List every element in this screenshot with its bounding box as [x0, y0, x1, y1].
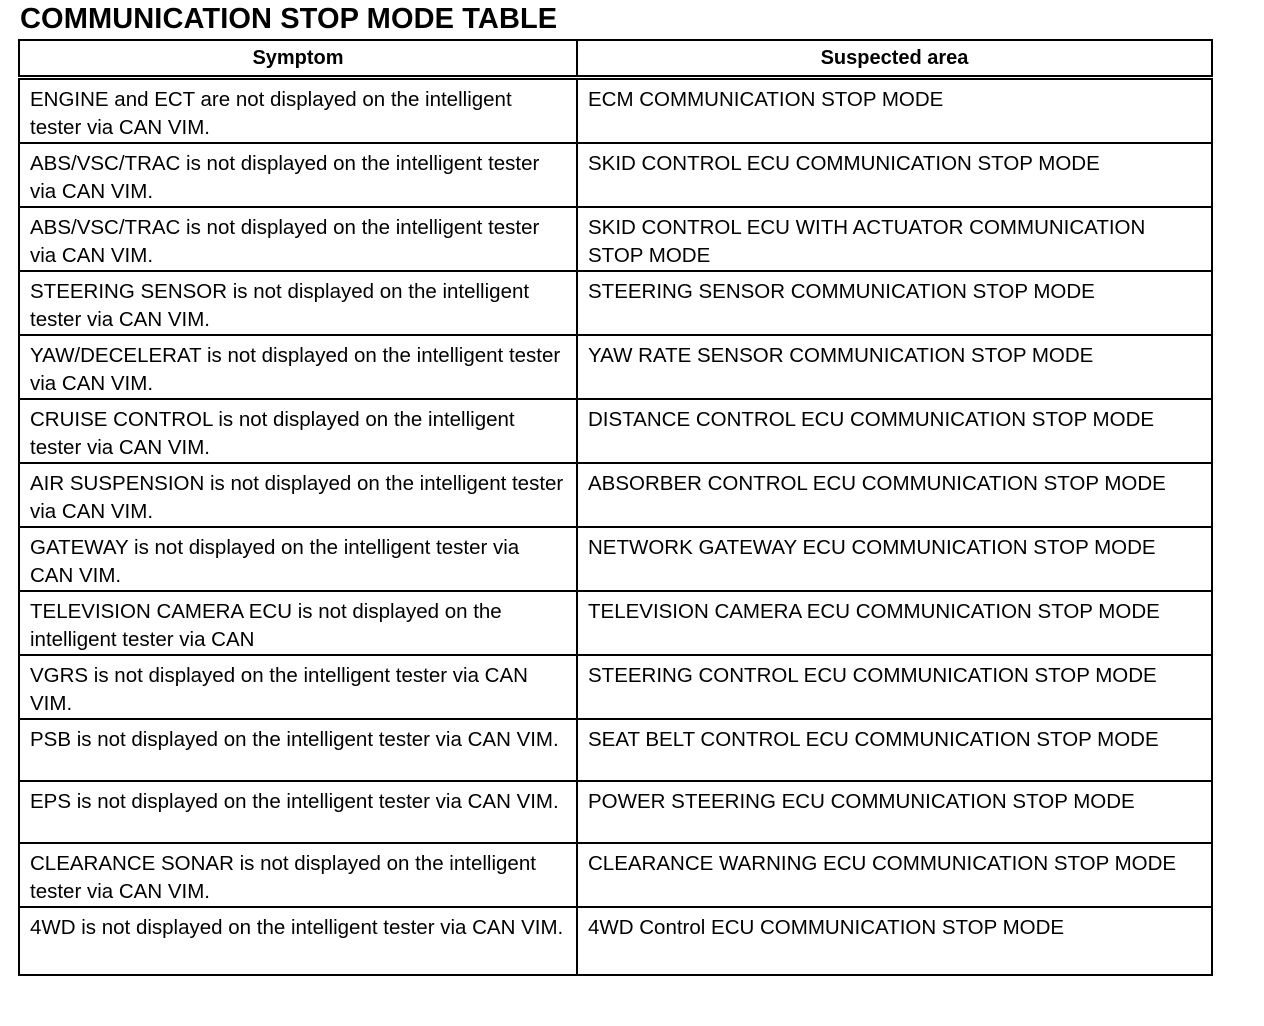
table-row [19, 907, 1212, 975]
symptom-cell: STEERING SENSOR is not displayed on the intelligent tester via CAN VIM. [19, 271, 577, 335]
symptom-cell: PSB is not displayed on the intelligent tester via CAN VIM. [19, 719, 577, 781]
page-title: COMMUNICATION STOP MODE TABLE [20, 3, 558, 35]
suspected-area-cell: POWER STEERING ECU COMMUNICATION STOP MODE [577, 781, 1212, 843]
suspected-area-cell: SKID CONTROL ECU WITH ACTUATOR COMMUNICATION STOP MODE [577, 207, 1212, 271]
suspected-area-cell: CLEARANCE WARNING ECU COMMUNICATION STOP MODE [577, 843, 1212, 907]
symptom-cell: CRUISE CONTROL is not displayed on the intelligent tester via CAN VIM. [19, 399, 577, 463]
table-row [19, 207, 1212, 271]
suspected-area-cell: 4WD Control ECU COMMUNICATION STOP MODE [577, 907, 1212, 975]
table-header-row [19, 40, 1212, 78]
column-header-suspected-area: Suspected area [577, 40, 1212, 78]
table-row [19, 463, 1212, 527]
suspected-area-cell: STEERING CONTROL ECU COMMUNICATION STOP MODE [577, 655, 1212, 719]
table-row [19, 781, 1212, 843]
symptom-cell: 4WD is not displayed on the intelligent tester via CAN VIM. [19, 907, 577, 975]
suspected-area-cell: SKID CONTROL ECU COMMUNICATION STOP MODE [577, 143, 1212, 207]
table-row [19, 143, 1212, 207]
table-row [19, 591, 1212, 655]
table-row [19, 78, 1212, 144]
table-row [19, 719, 1212, 781]
table-row [19, 843, 1212, 907]
table-row [19, 655, 1212, 719]
suspected-area-cell: YAW RATE SENSOR COMMUNICATION STOP MODE [577, 335, 1212, 399]
symptom-cell: TELEVISION CAMERA ECU is not displayed on the intelligent tester via CAN [19, 591, 577, 655]
table-row [19, 335, 1212, 399]
symptom-cell: GATEWAY is not displayed on the intelligent tester via CAN VIM. [19, 527, 577, 591]
suspected-area-cell: TELEVISION CAMERA ECU COMMUNICATION STOP MODE [577, 591, 1212, 655]
symptom-cell: ABS/VSC/TRAC is not displayed on the intelligent tester via CAN VIM. [19, 143, 577, 207]
suspected-area-cell: NETWORK GATEWAY ECU COMMUNICATION STOP MODE [577, 527, 1212, 591]
symptom-cell: VGRS is not displayed on the intelligent tester via CAN VIM. [19, 655, 577, 719]
table-row [19, 527, 1212, 591]
suspected-area-cell: SEAT BELT CONTROL ECU COMMUNICATION STOP MODE [577, 719, 1212, 781]
symptom-cell: EPS is not displayed on the intelligent tester via CAN VIM. [19, 781, 577, 843]
symptom-cell: AIR SUSPENSION is not displayed on the intelligent tester via CAN VIM. [19, 463, 577, 527]
suspected-area-cell: ECM COMMUNICATION STOP MODE [577, 78, 1212, 144]
table-row [19, 271, 1212, 335]
symptom-cell: CLEARANCE SONAR is not displayed on the intelligent tester via CAN VIM. [19, 843, 577, 907]
symptom-cell: ABS/VSC/TRAC is not displayed on the intelligent tester via CAN VIM. [19, 207, 577, 271]
suspected-area-cell: DISTANCE CONTROL ECU COMMUNICATION STOP MODE [577, 399, 1212, 463]
symptom-cell: YAW/DECELERAT is not displayed on the intelligent tester via CAN VIM. [19, 335, 577, 399]
symptom-cell: ENGINE and ECT are not displayed on the intelligent tester via CAN VIM. [19, 78, 577, 144]
suspected-area-cell: ABSORBER CONTROL ECU COMMUNICATION STOP MODE [577, 463, 1212, 527]
suspected-area-cell: STEERING SENSOR COMMUNICATION STOP MODE [577, 271, 1212, 335]
table-body [19, 78, 1212, 976]
column-header-symptom: Symptom [19, 40, 577, 78]
communication-stop-mode-table [18, 39, 1213, 976]
table-row [19, 399, 1212, 463]
